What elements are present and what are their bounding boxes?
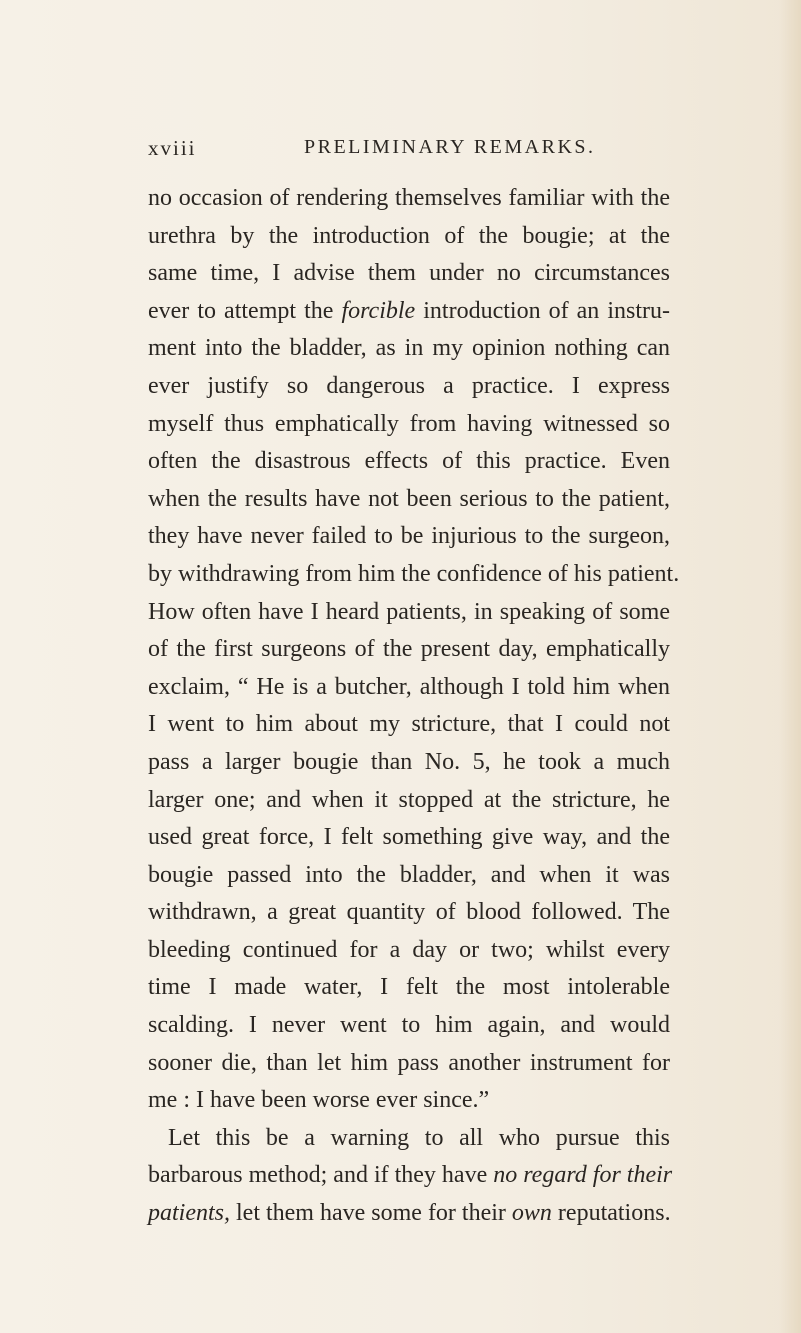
text-line: Let this be a warning to all who pursue this <box>168 1124 670 1151</box>
page-edge-shadow <box>779 0 801 1333</box>
emphasis-text: no regard for their <box>493 1162 673 1189</box>
text-line: same time, I advise them under no circumstances <box>148 260 670 287</box>
page-header <box>0 136 801 166</box>
text-line: me : I have been worse ever since.” <box>148 1087 490 1114</box>
text-line: larger one; and when it stopped at the stricture, he <box>148 786 670 813</box>
text-line: when the results have not been serious to the patient, <box>148 485 670 512</box>
text-line: bougie passed into the bladder, and when it was <box>148 861 670 888</box>
text-line: by withdrawing from him the confidence of his patient. <box>148 560 680 587</box>
text-line: withdrawn, a great quantity of blood followed. The <box>148 899 670 926</box>
text-line: pass a larger bougie than No. 5, he took a much <box>148 748 670 775</box>
text-line: sooner die, than let him pass another instrument for <box>148 1049 670 1076</box>
text-line: often the disastrous effects of this practice. Even <box>148 448 670 475</box>
text-line: ever to attempt the forcible introduction of an instru- <box>148 297 670 324</box>
text-line: ment into the bladder, as in my opinion nothing can <box>148 335 670 362</box>
text-line: exclaim, “ He is a butcher, although I told him when <box>148 673 670 700</box>
text-line: no occasion of rendering themselves familiar with the <box>148 185 670 211</box>
running-head: PRELIMINARY REMARKS. <box>304 136 596 158</box>
body-text <box>148 180 680 1233</box>
text-line: urethra by the introduction of the bougie; at the <box>148 222 670 249</box>
text-line: time I made water, I felt the most intolerable <box>148 974 670 1001</box>
emphasis-text: own <box>511 1200 552 1227</box>
text-line: of the first surgeons of the present day, emphatically <box>148 636 670 663</box>
text-line: they have never failed to be injurious to the surgeon, <box>148 523 670 550</box>
text-line: used great force, I felt something give way, and the <box>148 824 670 851</box>
text-line: bleeding continued for a day or two; whilst every <box>148 936 670 963</box>
text-line: myself thus emphatically from having witnessed so <box>148 410 670 437</box>
text-line: patients, let them have some for their own reputations. <box>148 1200 671 1227</box>
text-line: I went to him about my stricture, that I could not <box>148 711 670 738</box>
text-line: ever justify so dangerous a practice. I express <box>148 372 670 399</box>
emphasis-text: patients, <box>148 1200 230 1227</box>
text-line: scalding. I never went to him again, and would <box>148 1012 670 1039</box>
emphasis-text: forcible <box>341 297 416 324</box>
text-line: barbarous method; and if they have no regard for their <box>148 1162 673 1189</box>
text-line: How often have I heard patients, in speaking of some <box>148 598 670 625</box>
page-number: xviii <box>148 136 197 160</box>
